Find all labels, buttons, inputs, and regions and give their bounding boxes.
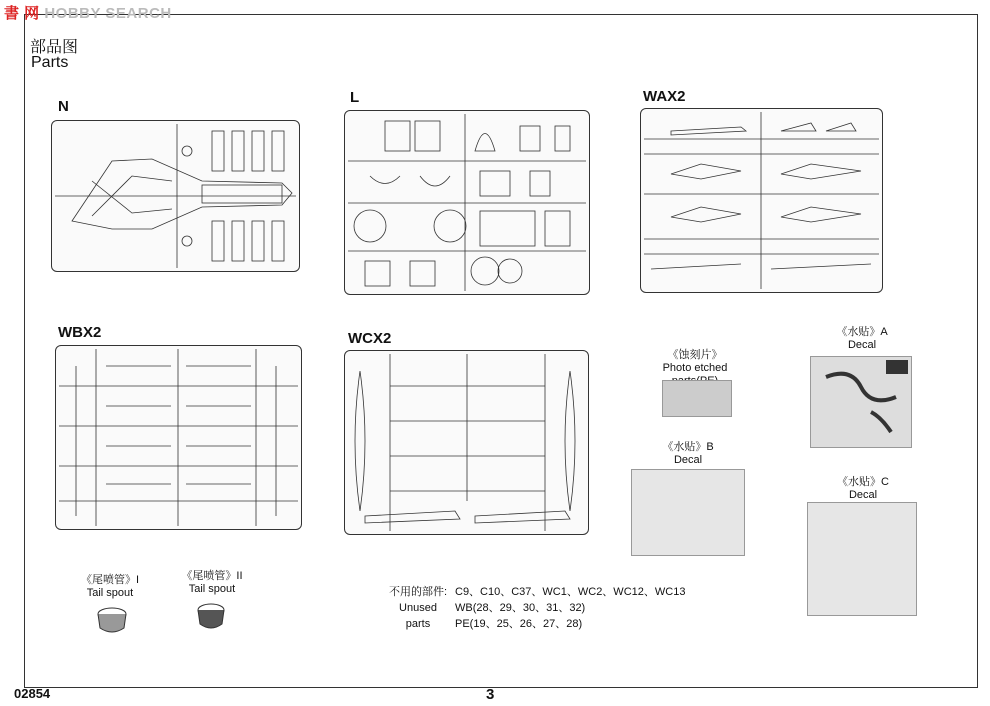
sprue-wcx2-drawing — [344, 350, 589, 535]
sprue-n-drawing — [51, 120, 300, 272]
tail-spout-2-caption — [172, 570, 252, 596]
decal-a-caption — [822, 326, 902, 352]
product-code: 02854 — [14, 686, 51, 701]
decal-b-sheet — [631, 469, 745, 556]
page-title-cn: 部品图 — [30, 39, 79, 56]
decal-b-caption — [648, 441, 728, 467]
decal-c-sheet — [807, 502, 917, 616]
logo-en-text: HOBBY SEARCH — [44, 5, 172, 22]
site-logo — [4, 2, 172, 23]
sprue-wax2-drawing — [640, 108, 883, 293]
page-number: 3 — [486, 686, 495, 703]
tail-spout-1-drawing — [96, 606, 128, 641]
sprue-wax2-label: WAX2 — [643, 88, 686, 105]
sprue-l-drawing — [344, 110, 590, 295]
photo-etched-cn: 《蚀刻片》 — [667, 349, 723, 361]
tail-spout-2-drawing — [196, 602, 226, 637]
unused-parts-cn: 不用的部件: — [388, 586, 448, 598]
unused-parts-list — [455, 584, 685, 632]
decal-c-caption — [823, 476, 903, 502]
sprue-wbx2-label: WBX2 — [58, 324, 102, 341]
page-title-en: Parts — [31, 54, 69, 71]
logo-cn-text: 書 网 — [4, 5, 40, 22]
sprue-wcx2-label: WCX2 — [348, 330, 392, 347]
decal-a-cn: 《水贴》A — [836, 326, 888, 338]
tail-spout-2-en: Tail spout — [188, 583, 236, 595]
decal-c-cn: 《水贴》C — [837, 476, 889, 488]
unused-parts-label — [388, 584, 448, 632]
decal-b-cn: 《水贴》B — [662, 441, 714, 453]
unused-parts-line3: PE(19、25、26、27、28) — [455, 618, 583, 630]
sprue-l-label: L — [350, 89, 360, 106]
photo-etched-sheet — [662, 380, 732, 417]
decal-b-en: Decal — [673, 454, 703, 466]
unused-parts-line2: WB(28、29、30、31、32) — [455, 602, 586, 614]
decal-a-en: Decal — [847, 339, 877, 351]
decal-a-sheet — [810, 356, 912, 448]
sprue-wbx2-drawing — [55, 345, 302, 530]
tail-spout-1-cn: 《尾喷管》I — [80, 574, 140, 586]
unused-parts-line1: C9、C10、C37、WC1、WC2、WC12、WC13 — [455, 586, 686, 598]
photo-etched-en: Photo etched — [662, 362, 728, 374]
tail-spout-2-cn: 《尾喷管》II — [181, 570, 243, 582]
decal-c-en: Decal — [848, 489, 878, 501]
tail-spout-1-en: Tail spout — [86, 587, 134, 599]
tail-spout-1-caption — [70, 574, 150, 600]
sprue-n-label: N — [58, 98, 69, 115]
unused-parts-en: Unused parts — [399, 602, 437, 630]
